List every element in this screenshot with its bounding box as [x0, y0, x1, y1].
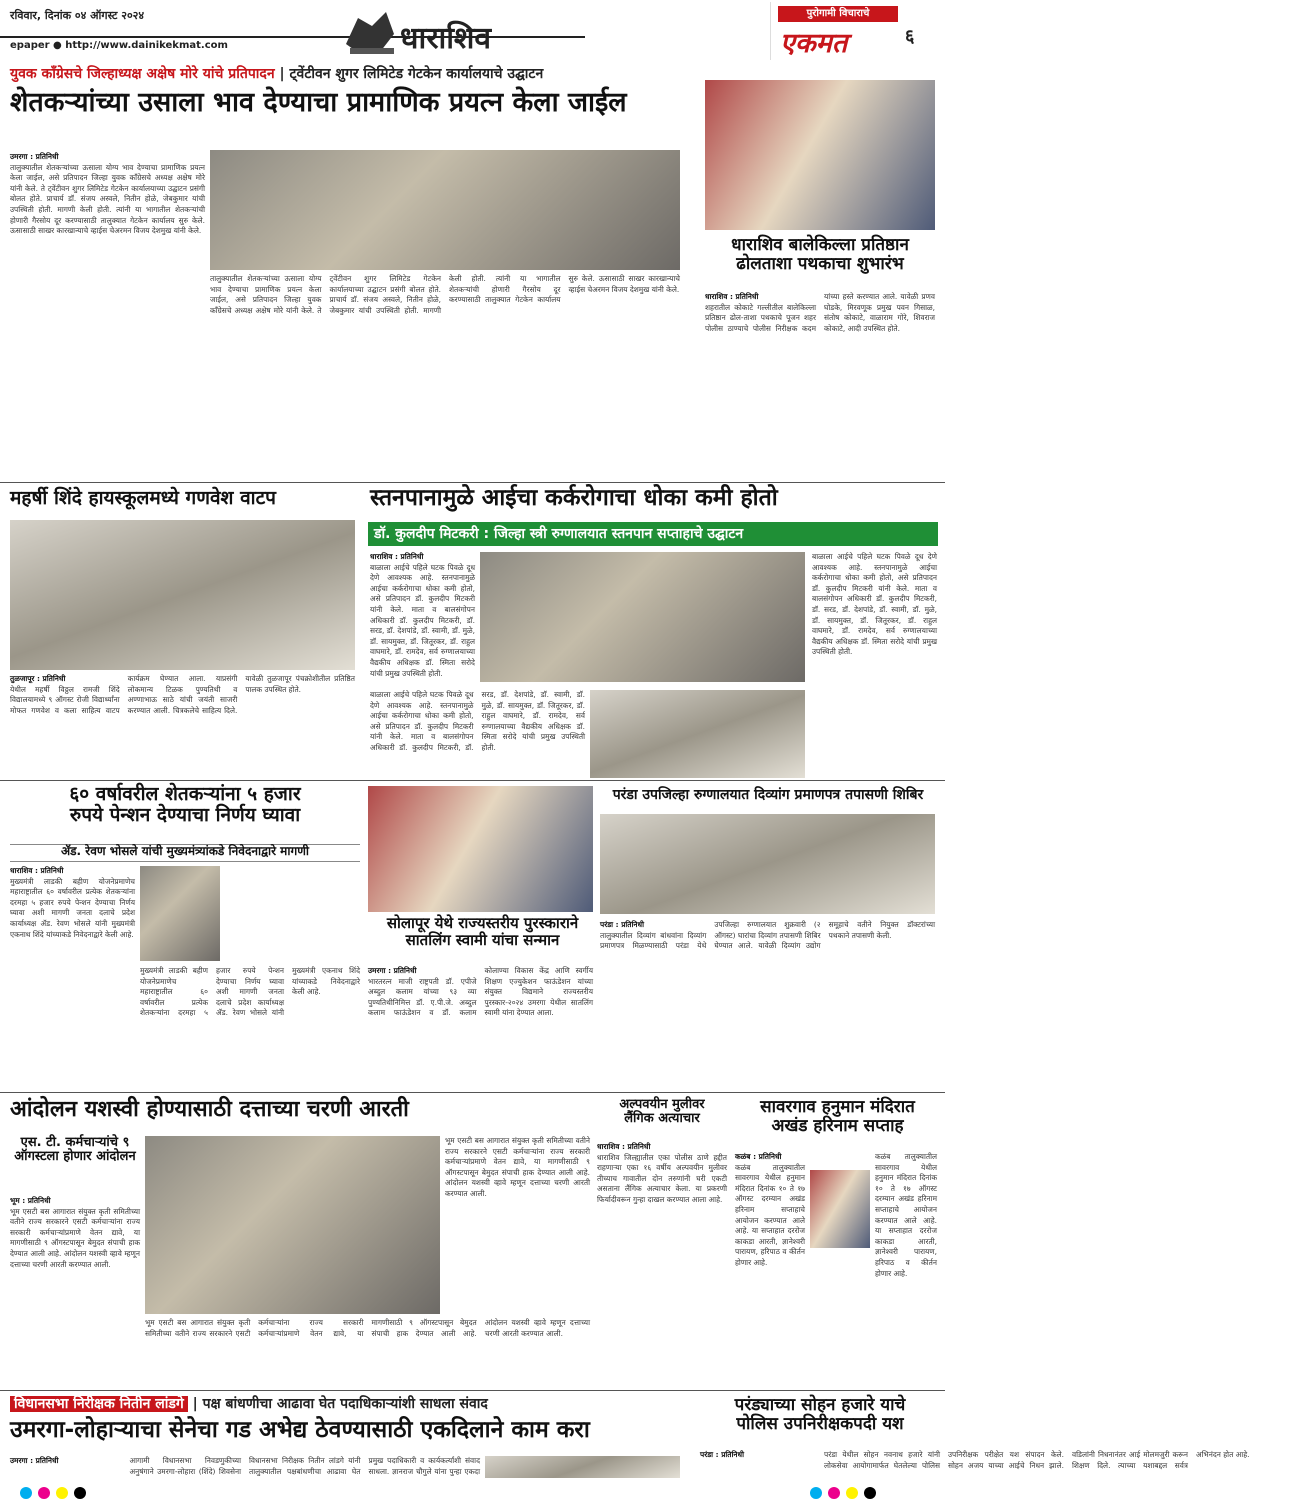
- lead-kicker-right: ट्वेंटीवन शुगर लिमिटेड गेटकेन कार्यालयाचे उद्घाटन: [289, 66, 544, 82]
- aandolan-headline: आंदोलन यशस्वी होण्यासाठी दत्ताच्या चरणी आरती: [10, 1097, 409, 1122]
- aandolan-body-col2: [145, 1318, 590, 1384]
- atyachar-body: धाराशिव जिल्ह्यातील एका पोलीस ठाणे हद्दीत राहणाऱ्या एका १६ वर्षीय अल्पवयीन मुलीवर तीच्याच गावातील दोन तरुणांनी घरी एकटी असताना लैंगिक अत्याचार केला. या प्रकरणी फिर्यादीवरून गुन्हा दाखल करण्यात आला आहे.: [597, 1152, 727, 1204]
- pension-body-col2: [140, 966, 360, 1088]
- pension-body-col1: [10, 866, 135, 1088]
- umarga-body-block: [10, 1456, 480, 1478]
- umarga-kicker: विधानसभा निरीक्षक नितीन लांडगे | पक्ष बांधणीचा आढावा घेत पदाधिकाऱ्यांशी साधला संवाद: [10, 1394, 680, 1416]
- aandolan-body-col1: [10, 1196, 140, 1384]
- cyan-dot: [810, 1487, 822, 1499]
- stanpan-photo-1: [480, 552, 805, 682]
- stanpan-body: बाळाला आईचे पहिले घटक पिवळे दूध देणे आवश्यक आहे. स्तनपानामुळे आईचा कर्करोगाचा धोका कमी होतो, असे प्रतिपादन डॉ. कुलदीप मिटकरी यांनी केले. माता व बालसंगोपन अधिकारी डॉ. कुलदीप मिटकरी, डॉ. सरड, डॉ. देशपांडे, डॉ. स्वामी, डॉ. मुळे, डॉ. सायमुक्त, डॉ. जितूरकर, डॉ. राहुल वाघमारे, डॉ. रामदेव, सर्व रुग्णालयाच्या वैद्यकीय अधिक्षक डॉ. स्मिता सरोदे यांची प्रमुख उपस्थिती होती.: [370, 562, 475, 678]
- gunvesh-body: येथील महर्षी विठ्ठल रामजी शिंदे विद्यालयामध्ये ९ ऑगस्ट रोजी विद्यार्थ्यांना मोफत गणवेश व कला साहित्य वाटप कार्यक्रम घेण्यात आला. याप्रसंगी लोकमान्य टिळक पुण्यतिथी व अण्णाभाऊ साठे यांची जयंती साजरी करण्यात आली. चित्रकलेचे साहित्य दिले. यावेळी तुळजापूर पंचक्रोशीतील प्रतिष्ठित पालक उपस्थित होते.: [10, 674, 355, 715]
- harinam-body-continued: कळंब तालुक्यातील सावरगाव येथील हनुमान मंदिरात दिनांक १० ते १७ ऑगस्ट दरम्यान अखंड हरिनाम सप्ताहाचे आयोजन करण्यात आले आहे. या सप्ताहात दररोज काकडा आरती, ज्ञानेश्वरी पारायण, हरिपाठ व कीर्तन होणार आहे.: [875, 1152, 937, 1278]
- sohan-headline: [700, 1396, 940, 1446]
- balekilla-headline: [700, 236, 940, 286]
- balekilla-headline-line1: धाराशिव बालेकिल्ला प्रतिष्ठान: [731, 235, 909, 255]
- black-dot: [864, 1487, 876, 1499]
- lead-body-col1: [10, 152, 205, 472]
- balekilla-headline-line2: ढोलताशा पथकाचा शुभारंभ: [736, 253, 904, 274]
- divyang-byline: परंडा : प्रतिनिधी: [600, 920, 644, 929]
- pension-headline: [10, 784, 360, 842]
- umarga-kicker-right: पक्ष बांधणीचा आढावा घेत पदाधिकाऱ्यांशी साधला संवाद: [202, 1396, 488, 1412]
- stanpan-body-col3: [812, 552, 937, 778]
- satling-headline-line1: सोलापूर येथे राज्यस्तरीय पुरस्काराने: [386, 914, 579, 932]
- pension-portrait: [140, 866, 220, 961]
- yellow-dot: [56, 1487, 68, 1499]
- harinam-headline-line2: अखंड हरिनाम सप्ताह: [771, 1115, 904, 1136]
- lead-photo: [210, 150, 680, 270]
- satling-photo: [368, 786, 593, 912]
- divider: [0, 482, 945, 483]
- stanpan-byline: धाराशिव : प्रतिनिधी: [370, 552, 424, 561]
- satling-byline: उमरगा : प्रतिनिधी: [368, 966, 417, 975]
- sohan-body: परंडा येथील सोहन नवनाथ हजारे यांनी लोकसेवा आयोगामार्फत घेतलेल्या पोलिस उपनिरीक्षक परीक्षेत यश संपादन केले. सोहन अजय याच्या आईचे निधन झाले. वडिलांनी निधनानंतर आई मोलमजुरी करून शिक्षण दिले. त्याच्या यशाबद्दल सर्वत्र अभिनंदन होत आहे.: [824, 1450, 1250, 1470]
- lead-body-cols: [210, 274, 680, 470]
- cyan-dot: [20, 1487, 32, 1499]
- harinam-photo: [810, 1170, 870, 1248]
- atyachar-headline-line2: लैंगिक अत्याचार: [624, 1111, 700, 1127]
- gunvesh-body-block: [10, 674, 355, 776]
- balekilla-byline: धाराशिव : प्रतिनिधी: [705, 292, 759, 301]
- satling-headline: [365, 915, 600, 963]
- umarga-body: आगामी विधानसभा निवडणुकीच्या अनुषंगाने उमरगा-लोहारा (शिंदे) शिवसेना विधानसभा निरीक्षक नितीन लांडगे यांनी तालुक्यातील पक्षबांधणीचा आढावा घेत प्रमुख पदाधिकारी व कार्यकर्त्यांशी संवाद साधला. ज्ञानराज चौगुले यांना पुन्हा एकदा: [129, 1456, 480, 1476]
- pension-subhead: ॲड. रेवण भोसले यांची मुख्यमंत्र्यांकडे निवेदनाद्वारे मागणी: [10, 844, 360, 862]
- pension-body: मुख्यमंत्री लाडकी बहीण योजनेप्रमाणेच महाराष्ट्रातील ६० वर्षावरील प्रत्येक शेतकऱ्यांना दरमहा ५ हजार रुपये पेन्शन देण्याचा निर्णय घ्यावा अशी मागणी जनता दलाचे प्रदेश कार्याध्यक्ष ॲड. रेवण भोसले यांनी मुख्यमंत्री एकनाथ शिंदे यांच्याकडे निवेदनाद्वारे केली आहे.: [10, 876, 135, 939]
- atyachar-headline-line1: अल्पवयीन मुलीवर: [619, 1097, 705, 1112]
- lead-body-continued: तालुक्यातील शेतकऱ्यांच्या ऊसाला योग्य भाव देण्याचा प्रामाणिक प्रयत्न केला जाईल, असे प्रतिपादन जिल्हा युवक काँग्रेसचे अध्यक्ष अक्षेष मोरे यांनी केले. ते ट्वेंटीवन शुगर लिमिटेड गेटकेन कार्यालयाच्या उद्घाटन प्रसंगी बोलत होते. प्राचार्य डॉ. संजय अस्वले, नितीन होळे, जेबकुमार यांची उपस्थिती होती. मागणी केली होती. त्यांनी या भागातील शेतकऱ्यांची होणारी गैरसोय दूर करण्यासाठी तालुक्यात गेटकेन कार्यालय सुरु केले. ऊसासाठी साखर कारखान्याचे व्हाईस चेअरमन विजय देशमुख यांनी केले.: [210, 274, 680, 315]
- sohan-byline: परंडा : प्रतिनिधी: [700, 1450, 744, 1459]
- aandolan-body-side: भूम एसटी बस आगारात संयुक्त कृती समितीच्या वतीने राज्य सरकारने एसटी कर्मचाऱ्यांना राज्य सरकारी कर्मचाऱ्यांप्रमाणे वेतन द्यावे, या मागणीसाठी ९ ऑगस्टपासून बेमुदत संपाची हाक देण्यात आली आहे. आंदोलन यशस्वी व्हावे म्हणून दत्ताच्या चरणी आरती करण्यात आली.: [445, 1136, 590, 1198]
- page-number: ६: [905, 26, 915, 47]
- sohan-headline-line2: पोलिस उपनिरीक्षकपदी यश: [736, 1413, 904, 1434]
- edition-title: धाराशिव: [400, 21, 492, 56]
- atyachar-body-block: [597, 1142, 727, 1384]
- lead-body: तालुक्यातील शेतकऱ्यांच्या ऊसाला योग्य भाव देण्याचा प्रामाणिक प्रयत्न केला जाईल, असे प्रतिपादन जिल्हा युवक काँग्रेसचे अध्यक्ष अक्षेष मोरे यांनी केले. ते ट्वेंटीवन शुगर लिमिटेड गेटकेन कार्यालयाच्या उद्घाटन प्रसंगी बोलत होते. प्राचार्य डॉ. संजय अस्वले, नितीन होळे, जेबकुमार यांची उपस्थिती होती. मागणी केली होती. त्यांनी या भागातील शेतकऱ्यांची होणारी गैरसोय दूर करण्यासाठी तालुक्यात गेटकेन कार्यालय सुरु केले. ऊसासाठी साखर कारखान्याचे व्हाईस चेअरमन विजय देशमुख यांनी केले.: [10, 162, 205, 236]
- lead-kicker: युवक काँग्रेसचे जिल्हाध्यक्ष अक्षेष मोरे यांचे प्रतिपादन | ट्वेंटीवन शुगर लिमिटेड गेटकेन कार्यालयाचे उद्घाटन: [10, 66, 544, 82]
- newspaper-logo: एकमत: [780, 28, 848, 59]
- sohan-body-block: [700, 1450, 1250, 1478]
- aandolan-photo: [145, 1136, 440, 1314]
- epaper-url[interactable]: epaper ● http://www.dainikekmat.com: [10, 40, 228, 51]
- issue-date: रविवार, दिनांक ०४ ऑगस्ट २०२४: [10, 9, 145, 22]
- aandolan-side-head: एस. टी. कर्मचाऱ्यांचे ९ ऑगस्टला होणार आंदोलन: [14, 1135, 136, 1165]
- satling-body-block: [368, 966, 593, 1088]
- balekilla-photo: [705, 80, 935, 230]
- lead-byline: उमरगा : प्रतिनिधी: [10, 152, 59, 161]
- stanpan-body-side: बाळाला आईचे पहिले घटक पिवळे दूध देणे आवश्यक आहे. स्तनपानामुळे आईचा कर्करोगाचा धोका कमी होतो, असे प्रतिपादन डॉ. कुलदीप मिटकरी यांनी केले. माता व बालसंगोपन अधिकारी डॉ. कुलदीप मिटकरी, डॉ. सरड, डॉ. देशपांडे, डॉ. स्वामी, डॉ. मुळे, डॉ. सायमुक्त, डॉ. जितूरकर, डॉ. राहुल वाघमारे, डॉ. रामदेव, सर्व रुग्णालयाच्या वैद्यकीय अधिक्षक डॉ. स्मिता सरोदे यांची प्रमुख उपस्थिती होती.: [812, 552, 937, 657]
- aandolan-body: भूम एसटी बस आगारात संयुक्त कृती समितीच्या वतीने राज्य सरकारने एसटी कर्मचाऱ्यांना राज्य सरकारी कर्मचाऱ्यांप्रमाणे वेतन द्यावे, या मागणीसाठी ९ ऑगस्टपासून बेमुदत संपाची हाक देण्यात आली आहे. आंदोलन यशस्वी व्हावे म्हणून दत्ताच्या चरणी आरती करण्यात आली.: [10, 1206, 140, 1269]
- satling-headline-line2: सातलिंग स्वामी यांचा सन्मान: [405, 930, 560, 949]
- gunvesh-photo: [10, 520, 355, 670]
- harinam-byline: कळंब : प्रतिनिधी: [735, 1152, 782, 1161]
- harinam-body: कळंब तालुक्यातील सावरगाव येथील हनुमान मंदिरात दिनांक १० ते १७ ऑगस्ट दरम्यान अखंड हरिनाम सप्ताहाचे आयोजन करण्यात आले आहे. या सप्ताहात दररोज काकडा आरती, ज्ञानेश्वरी पारायण, हरिपाठ व कीर्तन होणार आहे.: [735, 1162, 805, 1267]
- umarga-headline: उमरगा-लोहाऱ्याचा सेनेचा गड अभेद्य ठेवण्यासाठी एकदिलाने काम करा: [10, 1417, 590, 1443]
- lead-kicker-left: युवक काँग्रेसचे जिल्हाध्यक्ष अक्षेष मोरे यांचे प्रतिपादन: [10, 66, 275, 82]
- brand-tagline: पुरोगामी विचाराचे: [778, 6, 898, 22]
- harinam-body-col1: [735, 1152, 805, 1384]
- satling-body: भारतरत्न माजी राष्ट्रपती डॉ. एपीजे अब्दुल कलाम यांच्या ९३ व्या पुण्यतिथीनिमित्त डॉ. ए.पी.जे. अब्दुल कलाम फाऊंडेशन व डॉ. कलाम कोलाण्या विकास केंद्र आणि स्वर्गीय शिक्षण एज्युकेशन फाऊंडेशन यांच्या संयुक्त विद्यमाने राज्यस्तरीय पुरस्कार-२०२४ उमरगा येथील सातलिंग स्वामी यांना देण्यात आला.: [368, 966, 593, 1018]
- aandolan-body-col3: [445, 1136, 590, 1314]
- umarga-photo: [485, 1456, 680, 1478]
- harinam-headline-line1: सावरगाव हनुमान मंदिरात: [760, 1097, 915, 1117]
- divyang-body-block: [600, 920, 935, 1088]
- divider: [0, 780, 945, 781]
- umarga-kicker-left: विधानसभा निरीक्षक नितीन लांडगे: [10, 1396, 188, 1412]
- aandolan-body-continued: भूम एसटी बस आगारात संयुक्त कृती समितीच्या वतीने राज्य सरकारने एसटी कर्मचाऱ्यांना राज्य सरकारी कर्मचाऱ्यांप्रमाणे वेतन द्यावे, या मागणीसाठी ९ ऑगस्टपासून बेमुदत संपाची हाक देण्यात आली आहे. आंदोलन यशस्वी व्हावे म्हणून दत्ताच्या चरणी आरती करण्यात आली.: [145, 1318, 590, 1338]
- divyang-headline: परंडा उपजिल्हा रुग्णालयात दिव्यांग प्रमाणपत्र तपासणी शिबिर: [612, 787, 924, 803]
- balekilla-body: शहरातील कोकाटे गल्लीतील बालेकिल्ला प्रतिष्ठान ढोल-ताशा पथकाचे पूजन शहर पोलीस ठाण्याचे पोलीस निरीक्षक कदम यांच्या हस्ते करण्यात आले. यावेळी प्रणव घोडके, मिरवणूक प्रमुख पवन गिसाळ, संतोष कोकाटे, वाळाराम गोरे, शिवराज कोकाटे, आदी उपस्थित होते.: [705, 292, 935, 333]
- pension-headline-line2: रुपये पेन्शन देण्याचा निर्णय घ्यावा: [69, 803, 301, 826]
- printer-color-marks-right: [810, 1484, 930, 1498]
- gunvesh-headline: महर्षी शिंदे हायस्कूलमध्ये गणवेश वाटप: [10, 487, 276, 509]
- harinam-body-col2: [875, 1152, 937, 1384]
- pension-headline-line1: ६० वर्षावरील शेतकऱ्यांना ५ हजार: [69, 783, 301, 805]
- umarga-byline: उमरगा : प्रतिनिधी: [10, 1456, 59, 1465]
- stanpan-body-col2: [370, 690, 585, 778]
- stanpan-subhead: डॉ. कुलदीप मिटकरी : जिल्हा स्त्री रुग्णालयात स्तनपान सप्ताहाचे उद्घाटन: [368, 522, 938, 546]
- aandolan-byline: भूम : प्रतिनिधी: [10, 1196, 51, 1205]
- sohan-headline-line1: परंड्याच्या सोहन हजारे याचे: [734, 1395, 906, 1415]
- stanpan-photo-2: [590, 690, 805, 778]
- black-dot: [74, 1487, 86, 1499]
- stanpan-body-continued: बाळाला आईचे पहिले घटक पिवळे दूध देणे आवश्यक आहे. स्तनपानामुळे आईचा कर्करोगाचा धोका कमी होतो, असे प्रतिपादन डॉ. कुलदीप मिटकरी यांनी केले. माता व बालसंगोपन अधिकारी डॉ. कुलदीप मिटकरी, डॉ. सरड, डॉ. देशपांडे, डॉ. स्वामी, डॉ. मुळे, डॉ. सायमुक्त, डॉ. जितूरकर, डॉ. राहुल वाघमारे, डॉ. रामदेव, सर्व रुग्णालयाच्या वैद्यकीय अधिक्षक डॉ. स्मिता सरोदे यांची प्रमुख उपस्थिती होती.: [370, 690, 585, 752]
- pension-body-continued: मुख्यमंत्री लाडकी बहीण योजनेप्रमाणेच महाराष्ट्रातील ६० वर्षावरील प्रत्येक शेतकऱ्यांना दरमहा ५ हजार रुपये पेन्शन देण्याचा निर्णय घ्यावा अशी मागणी जनता दलाचे प्रदेश कार्याध्यक्ष ॲड. रेवण भोसले यांनी मुख्यमंत्री एकनाथ शिंदे यांच्याकडे निवेदनाद्वारे केली आहे.: [140, 966, 360, 1018]
- pension-byline: धाराशिव : प्रतिनिधी: [10, 866, 64, 875]
- map-emblem-icon: [340, 4, 400, 60]
- atyachar-byline: धाराशिव : प्रतिनिधी: [597, 1142, 651, 1151]
- gunvesh-byline: तुळजापूर : प्रतिनिधी: [10, 674, 66, 683]
- stanpan-headline: स्तनपानामुळे आईचा कर्करोगाचा धोका कमी होतो: [370, 485, 778, 511]
- divyang-photo: [600, 814, 935, 914]
- harinam-headline: [735, 1098, 940, 1148]
- magenta-dot: [828, 1487, 840, 1499]
- divider: [0, 1390, 945, 1391]
- balekilla-body-block: [705, 292, 935, 472]
- printer-color-marks-left: [20, 1484, 140, 1498]
- lead-headline: शेतकऱ्यांच्या उसाला भाव देण्याचा प्रामाणिक प्रयत्न केला जाईल: [10, 87, 627, 118]
- yellow-dot: [846, 1487, 858, 1499]
- divyang-body: तालुक्यातील दिव्यांग बांधवांना दिव्यांग प्रमाणपत्र मिळण्यासाठी परंडा येथे उपजिल्हा रुग्णालयात शुक्रवारी (२ ऑगस्ट) घारांचा दिव्यांग तपासणी शिबिर घेण्यात आले. यावेळी दिव्यांग उद्योग समूहाचे वतीने नियुक्त डॉक्टरांच्या पथकाने तपासणी केली.: [600, 920, 935, 951]
- atyachar-headline: [597, 1098, 727, 1138]
- divider: [0, 1092, 945, 1093]
- magenta-dot: [38, 1487, 50, 1499]
